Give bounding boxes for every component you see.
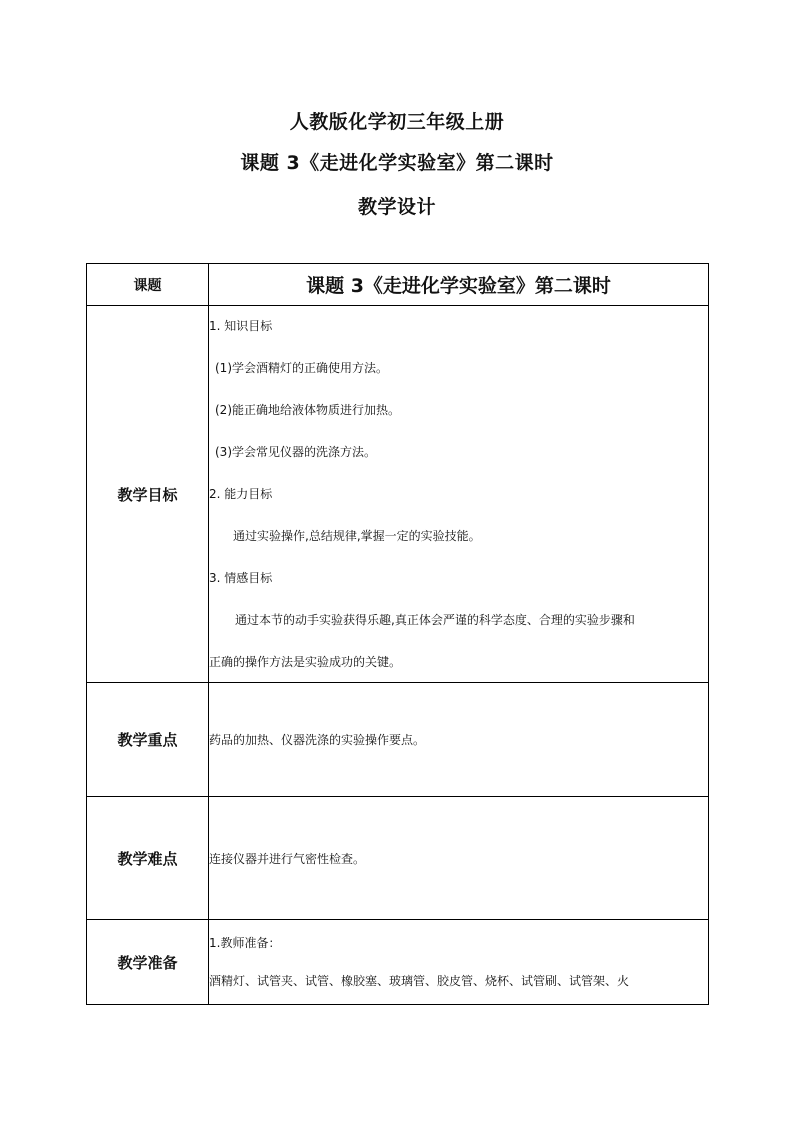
goal-item: (1)学会酒精灯的正确使用方法。	[215, 360, 388, 375]
lesson-title: 课题 3《走进化学实验室》第二课时	[240, 152, 554, 174]
table-row-topic	[87, 264, 709, 306]
focus-content: 药品的加热、仪器洗涤的实验操作要点。	[209, 683, 709, 797]
table-row-preparation	[87, 920, 709, 1005]
preparation-heading: 1.教师准备：	[209, 936, 281, 950]
topic-value: 课题 3《走进化学实验室》第二课时	[209, 264, 709, 306]
goal-item: 通过实验操作,总结规律,掌握一定的实验技能。	[233, 528, 481, 543]
goal-item: (3)学会常见仪器的洗涤方法。	[215, 444, 376, 459]
preparation-label: 教学准备	[87, 920, 209, 1005]
goal-heading-knowledge: 1. 知识目标	[209, 318, 273, 333]
goal-heading-emotion: 3. 情感目标	[209, 570, 273, 585]
goal-item-continued: 正确的操作方法是实验成功的关键。	[209, 654, 402, 669]
focus-label: 教学重点	[87, 683, 209, 797]
table-row-goals	[87, 306, 709, 683]
goal-heading-ability: 2. 能力目标	[209, 486, 273, 501]
goals-content	[209, 306, 709, 683]
difficulty-content: 连接仪器并进行气密性检查。	[209, 797, 709, 920]
goal-item: (2)能正确地给液体物质进行加热。	[215, 402, 400, 417]
difficulty-label: 教学难点	[87, 797, 209, 920]
preparation-items: 酒精灯、试管夹、试管、橡胶塞、玻璃管、胶皮管、烧杯、试管刷、试管架、火	[209, 974, 630, 988]
document-subtitle: 教学设计	[357, 196, 436, 218]
table-row-focus	[87, 683, 709, 797]
lesson-plan-table	[86, 263, 709, 1005]
goal-item: 通过本节的动手实验获得乐趣,真正体会严谨的科学态度、合理的实验步骤和	[235, 612, 635, 627]
goals-label: 教学目标	[87, 306, 209, 683]
topic-label: 课题	[87, 264, 209, 306]
preparation-content	[209, 920, 709, 1005]
document-title: 人教版化学初三年级上册	[289, 111, 505, 133]
table-row-difficulty	[87, 797, 709, 920]
